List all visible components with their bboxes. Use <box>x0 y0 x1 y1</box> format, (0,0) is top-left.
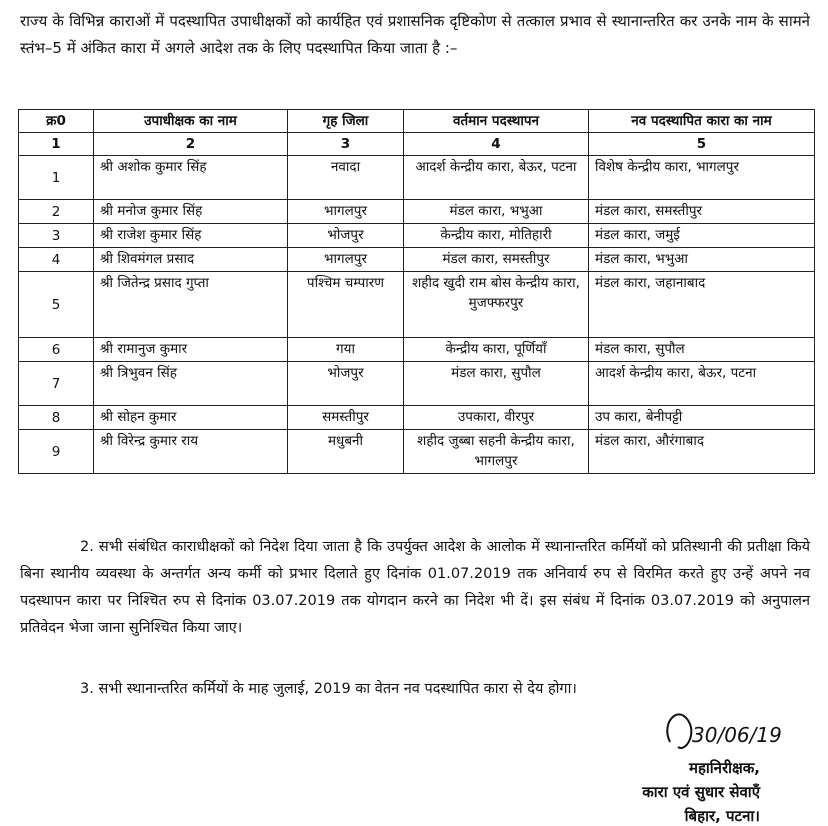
new-posting: उप कारा, बेनीपट्टी <box>589 406 815 430</box>
home-district: भागलपुर <box>288 248 404 272</box>
new-posting: मंडल कारा, जहानाबाद <box>589 272 815 338</box>
current-posting: मंडल कारा, सुपौल <box>404 362 589 406</box>
column-number: 1 <box>19 133 94 156</box>
table-row <box>19 430 815 474</box>
new-posting: मंडल कारा, जमुई <box>589 224 815 248</box>
new-posting: मंडल कारा, समस्तीपुर <box>589 200 815 224</box>
table-row <box>19 362 815 406</box>
home-district: मधुबनी <box>288 430 404 474</box>
column-number: 3 <box>288 133 404 156</box>
current-posting: उपकारा, वीरपुर <box>404 406 589 430</box>
table-row <box>19 156 815 200</box>
officer-name: श्री अशोक कुमार सिंह <box>94 156 288 200</box>
current-posting: केन्द्रीय कारा, पूर्णियाँ <box>404 338 589 362</box>
signatory-department: कारा एवं सुधार सेवाएँ <box>642 783 760 801</box>
handwritten-date: 30/06/19 <box>692 723 782 747</box>
current-posting: आदर्श केन्द्रीय कारा, बेऊर, पटना <box>404 156 589 200</box>
column-number-row <box>19 133 815 156</box>
table-row <box>19 406 815 430</box>
paragraph-3: 3. सभी स्थानान्तरित कर्मियों के माह जुलाई, 2019 का वेतन नव पदस्थापित कारा से देय होगा। <box>80 681 577 697</box>
table-row <box>19 338 815 362</box>
new-posting: आदर्श केन्द्रीय कारा, बेऊर, पटना <box>589 362 815 406</box>
new-posting: विशेष केन्द्रीय कारा, भागलपुर <box>589 156 815 200</box>
new-posting: मंडल कारा, औरंगाबाद <box>589 430 815 474</box>
table-row <box>19 224 815 248</box>
header-current-posting: वर्तमान पदस्थापन <box>404 110 589 133</box>
table-row <box>19 200 815 224</box>
officer-name: श्री विरेन्द्र कुमार राय <box>94 430 288 474</box>
serial-number: 9 <box>19 430 94 474</box>
current-posting: मंडल कारा, भभुआ <box>404 200 589 224</box>
signatory-place: बिहार, पटना। <box>684 807 760 825</box>
header-district: गृह जिला <box>288 110 404 133</box>
home-district: समस्तीपुर <box>288 406 404 430</box>
serial-number: 1 <box>19 156 94 200</box>
current-posting: शहीद जुब्बा सहनी केन्द्रीय कारा, भागलपुर <box>404 430 589 474</box>
serial-number: 3 <box>19 224 94 248</box>
intro-paragraph: राज्य के विभिन्न काराओं में पदस्थापित उपाधीक्षकों को कार्यहित एवं प्रशासनिक दृष्टिकोण से तत्काल प्रभाव से स्थानान्तरित कर उनके नाम के सामने स्तंभ–5 में अंकित कारा में अगले आदेश तक के लिए पदस्थापित किया जाता है :– <box>20 12 810 57</box>
handwritten-signature-date <box>640 702 790 762</box>
officer-name: श्री रामानुज कुमार <box>94 338 288 362</box>
serial-number: 2 <box>19 200 94 224</box>
column-number: 5 <box>589 133 815 156</box>
current-posting: केन्द्रीय कारा, मोतिहारी <box>404 224 589 248</box>
column-number: 4 <box>404 133 589 156</box>
header-new-posting: नव पदस्थापित कारा का नाम <box>589 110 815 133</box>
serial-number: 6 <box>19 338 94 362</box>
officer-name: श्री मनोज कुमार सिंह <box>94 200 288 224</box>
current-posting: मंडल कारा, समस्तीपुर <box>404 248 589 272</box>
serial-number: 8 <box>19 406 94 430</box>
paragraph-2: 2. सभी संबंधित काराधीक्षकों को निदेश दिया जाता है कि उपर्युक्त आदेश के आलोक में स्थानान्तरित कर्मियों को प्रतिस्थानी की प्रतीक्षा किये बिना स्थानीय व्यवस्था के अन्तर्गत अन्य कर्मी को प्रभार दिलाते हुए दिनांक 01.07.2019 तक अनिवार्य रुप से विरमित करते हुए उन्हें अपने नव पदस्थापन कारा पर निश्चित रुप से दिनांक 03.07.2019 तक योगदान करने का निदेश भी दें। इस संबंध में दिनांक 03.07.2019 को अनुपालन प्रतिवेदन भेजा जाना सुनिश्चित किया जाए। <box>20 539 810 636</box>
header-sn: क्र0 <box>19 110 94 133</box>
officer-name: श्री सोहन कुमार <box>94 406 288 430</box>
transfer-table <box>18 109 815 474</box>
officer-name: श्री जितेन्द्र प्रसाद गुप्ता <box>94 272 288 338</box>
officer-name: श्री शिवमंगल प्रसाद <box>94 248 288 272</box>
signatory-designation: महानिरीक्षक, <box>688 759 760 777</box>
home-district: भोजपुर <box>288 362 404 406</box>
table-header-row <box>19 110 815 133</box>
home-district: भोजपुर <box>288 224 404 248</box>
serial-number: 4 <box>19 248 94 272</box>
new-posting: मंडल कारा, सुपौल <box>589 338 815 362</box>
current-posting: शहीद खुदी राम बोस केन्द्रीय कारा, मुजफ्फरपुर <box>404 272 589 338</box>
header-name: उपाधीक्षक का नाम <box>94 110 288 133</box>
home-district: पश्चिम चम्पारण <box>288 272 404 338</box>
new-posting: मंडल कारा, भभुआ <box>589 248 815 272</box>
table-row <box>19 248 815 272</box>
table-row <box>19 272 815 338</box>
serial-number: 5 <box>19 272 94 338</box>
home-district: भागलपुर <box>288 200 404 224</box>
home-district: गया <box>288 338 404 362</box>
column-number: 2 <box>94 133 288 156</box>
officer-name: श्री राजेश कुमार सिंह <box>94 224 288 248</box>
home-district: नवादा <box>288 156 404 200</box>
serial-number: 7 <box>19 362 94 406</box>
officer-name: श्री त्रिभुवन सिंह <box>94 362 288 406</box>
